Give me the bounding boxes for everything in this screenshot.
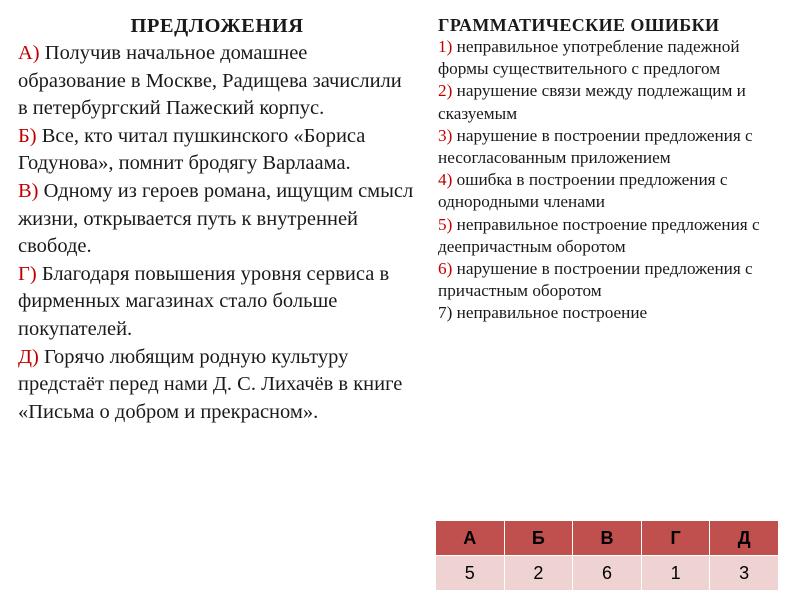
error-6 [438,258,790,302]
answer-value-v: 6 [573,556,642,591]
sentence-marker: Б) [18,124,37,147]
sentence-text: Горячо любящим родную культуру предстаёт перед нами Д. С. Лихачёв в книге «Письма о добром и прекрасном». [18,345,403,423]
sentence-marker: Г) [18,262,37,285]
error-7 [438,302,790,324]
error-2 [438,80,790,124]
sentence-g [18,261,416,344]
sentence-text: Все, кто читал пушкинского «Бориса Годунова», помнит бродягу Варлаама. [18,124,366,175]
error-5 [438,214,790,258]
error-marker: 7) [438,303,453,323]
error-marker: 5) [438,214,453,234]
error-1 [438,36,790,80]
sentences-panel [18,14,416,426]
error-4 [438,169,790,213]
answer-header-v: В [573,521,642,556]
errors-panel [438,14,790,325]
errors-title: ГРАММАТИЧЕСКИЕ ОШИБКИ [438,15,720,35]
error-text: нарушение в построении предложения с причастным оборотом [438,259,753,301]
answer-value-g: 1 [641,556,710,591]
error-3 [438,125,790,169]
answer-value-d: 3 [710,556,779,591]
answers-table [435,520,779,591]
sentence-marker: А) [18,42,40,64]
error-text: неправильное построение предложения с деепричастным оборотом [438,214,760,256]
sentence-d [18,344,416,427]
answer-header-g: Г [641,521,710,556]
sentences-title: ПРЕДЛОЖЕНИЯ [130,15,304,37]
answer-header-d: Д [710,521,779,556]
sentence-a [18,40,416,123]
error-text: нарушение в построении предложения с несогласованным приложением [438,125,753,168]
answers-header-row [436,521,779,556]
sentence-text: Одному из героев романа, ищущим смысл жизни, открывается путь к внутренней свободе. [18,179,414,258]
sentence-v [18,178,416,261]
answer-header-a: А [436,521,505,556]
answers-value-row [436,556,779,591]
sentence-b [18,123,416,178]
error-marker: 2) [438,81,453,101]
answer-value-b: 2 [504,556,573,591]
answer-header-b: Б [504,521,573,556]
sentence-text: Получив начальное домашнее образование в Москве, Радищева зачислили в петербургский Пажеский корпус. [18,42,402,120]
error-marker: 1) [438,37,453,56]
error-marker: 4) [438,170,453,190]
sentence-marker: Д) [18,345,39,368]
sentence-marker: В) [18,179,39,202]
error-marker: 3) [438,125,453,145]
sentence-text: Благодаря повышения уровня сервиса в фирменных магазинах стало больше покупателей. [18,262,390,340]
error-text: нарушение связи между подлежащим и сказуемым [438,81,746,123]
error-text: неправильное употребление падежной формы существительного с предлогом [438,37,740,79]
error-text: неправильное построение [456,303,648,323]
error-text: ошибка в построении предложения с однородными членами [438,170,728,212]
answer-value-a: 5 [436,556,505,591]
error-marker: 6) [438,259,453,279]
